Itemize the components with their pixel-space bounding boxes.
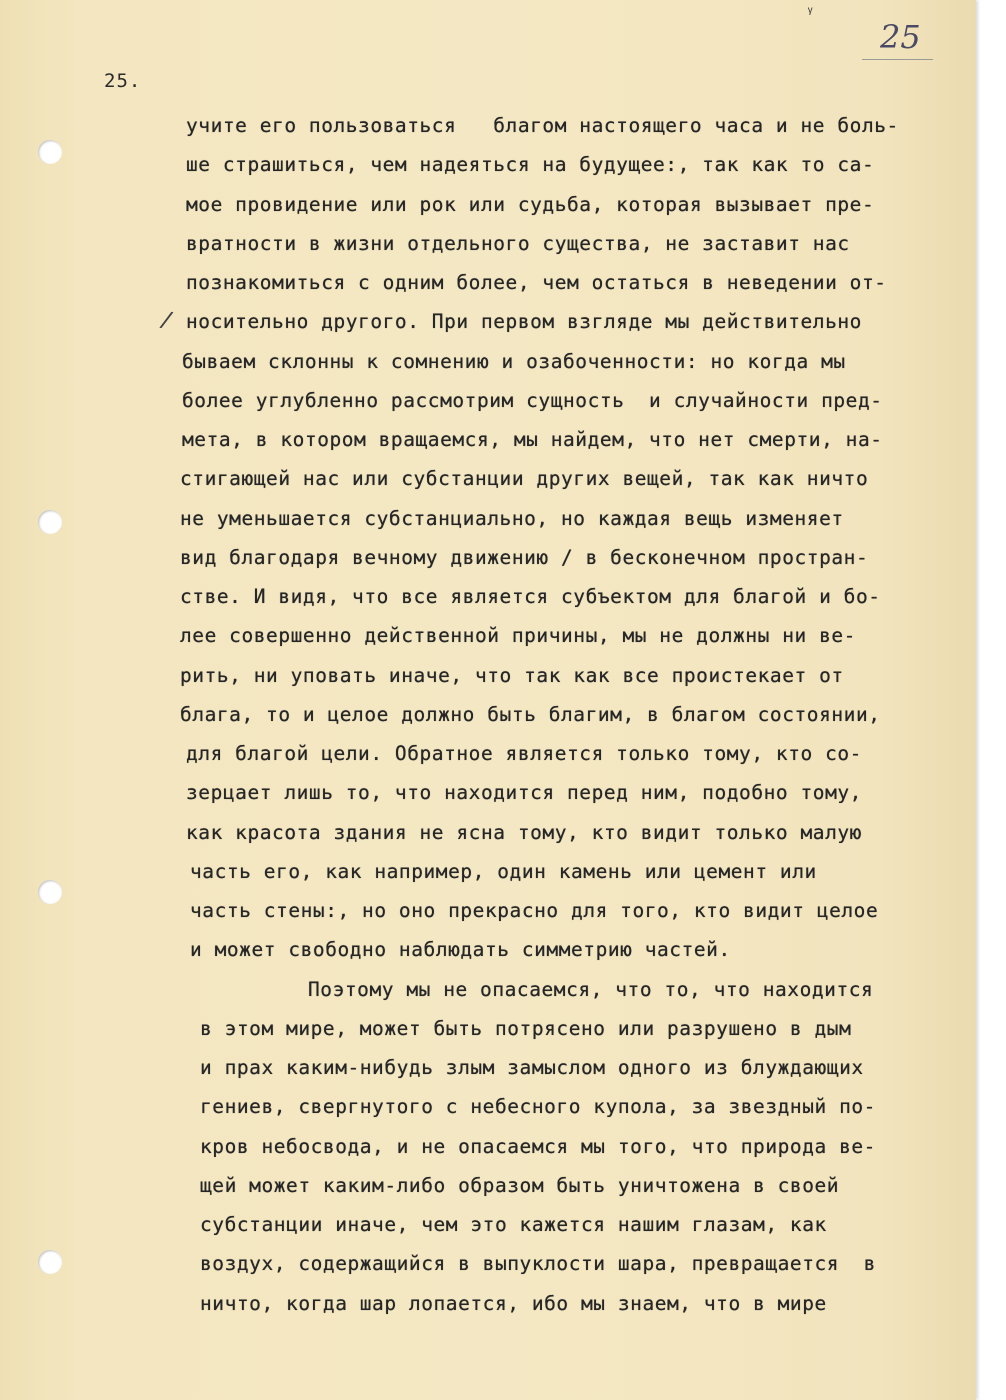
text-line: и прах каким-нибудь злым замыслом одного из блуждающих bbox=[200, 1056, 864, 1079]
text-line: воздух, содержащийся в выпуклости шара, превращается в bbox=[200, 1252, 876, 1275]
text-line: бываем склонны к сомнению и озабоченности: но когда мы bbox=[182, 350, 846, 373]
text-line: кров небосвода, и не опасаемся мы того, что природа ве- bbox=[200, 1135, 876, 1158]
punch-hole bbox=[38, 1250, 62, 1274]
text-line: стве. И видя, что все является субъектом для благой и бо- bbox=[180, 585, 881, 608]
page-number: 25. bbox=[104, 70, 142, 92]
punch-hole bbox=[38, 140, 62, 164]
text-line: мета, в котором вращаемся, мы найдем, что нет смерти, на- bbox=[182, 428, 883, 451]
punch-hole bbox=[38, 880, 62, 904]
text-line: для благой цели. Обратное является только тому, кто со- bbox=[186, 742, 862, 765]
text-line: вратности в жизни отдельного существа, не заставит нас bbox=[186, 232, 850, 255]
text-line: более углубленно рассмотрим сущность и случайности пред- bbox=[182, 389, 883, 412]
text-line: как красота здания не ясна тому, кто видит только малую bbox=[186, 821, 862, 844]
text-line: зерцает лишь то, что находится перед ним, подобно тому, bbox=[186, 781, 862, 804]
top-ink-mark: ᵧ bbox=[806, 0, 815, 16]
text-line: носительно другого. При первом взгляде мы действительно bbox=[186, 310, 862, 333]
text-line: не уменьшается субстанциально, но каждая вещь изменяет bbox=[180, 507, 844, 530]
text-line: ше страшиться, чем надеяться на будущее:, так как то са- bbox=[186, 153, 875, 176]
handwritten-page-number: 25 bbox=[880, 18, 921, 56]
text-line: мое провидение или рок или судьба, которая вызывает пре- bbox=[186, 193, 875, 216]
text-line: ничто, когда шар лопается, ибо мы знаем, что в мире bbox=[200, 1292, 827, 1315]
text-line: учите его пользоваться благом настоящего часа и не боль- bbox=[186, 114, 899, 137]
text-line: щей может каким-либо образом быть уничтожена в своей bbox=[200, 1174, 840, 1197]
text-line: Поэтому мы не опасаемся, что то, что находится bbox=[308, 978, 874, 1001]
text-line: познакомиться с одним более, чем остаться в неведении от- bbox=[186, 271, 887, 294]
punch-hole bbox=[38, 510, 62, 534]
text-line: стигающей нас или субстанции других вещей, так как ничто bbox=[180, 467, 869, 490]
text-line: гениев, свергнутого с небесного купола, за звездный по- bbox=[200, 1095, 876, 1118]
text-line: рить, ни уповать иначе, что так как все проистекает от bbox=[180, 664, 844, 687]
text-line: часть стены:, но оно прекрасно для того, кто видит целое bbox=[190, 899, 879, 922]
text-line: лее совершенно действенной причины, мы не должны ни ве- bbox=[180, 624, 856, 647]
text-line: вид благодаря вечному движению / в бесконечном простран- bbox=[180, 546, 869, 569]
text-line: часть его, как например, один камень или цемент или bbox=[190, 860, 817, 883]
text-line: в этом мире, может быть потрясено или разрушено в дым bbox=[200, 1017, 852, 1040]
text-line: блага, то и целое должно быть благим, в благом состоянии, bbox=[180, 703, 881, 726]
text-line: и может свободно наблюдать симметрию частей. bbox=[190, 938, 731, 961]
text-line: субстанции иначе, чем это кажется нашим глазам, как bbox=[200, 1213, 827, 1236]
margin-mark: / bbox=[157, 306, 176, 335]
